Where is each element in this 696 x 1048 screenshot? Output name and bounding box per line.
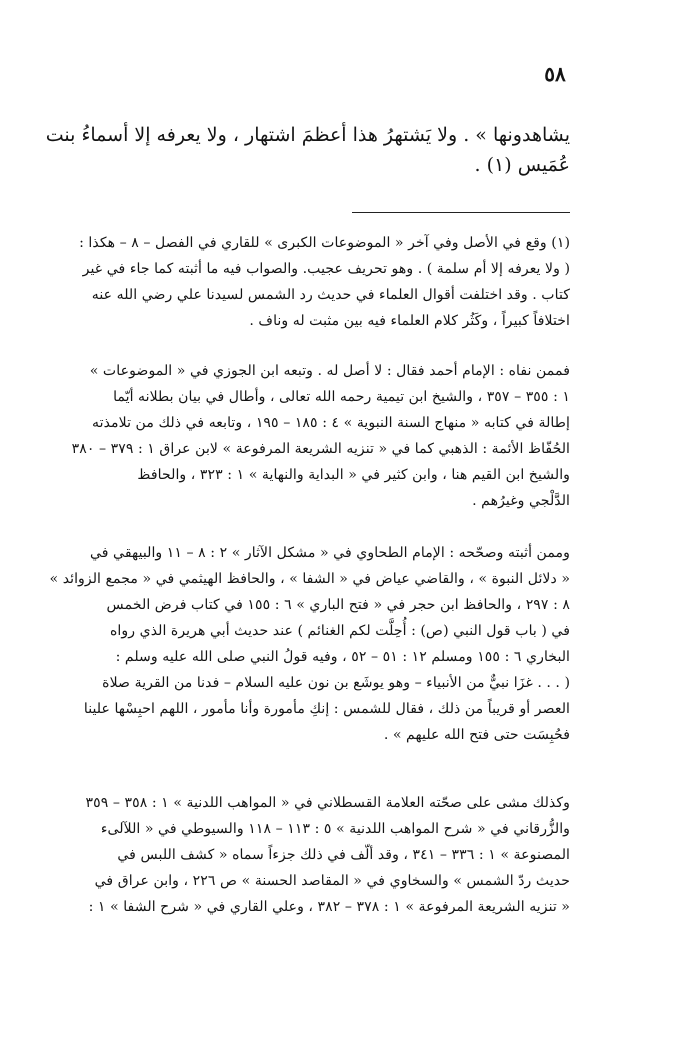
- footnote-line: « دلائل النبوة » ، والقاضي عياض في « الشفا » ، والحافظ الهيثمي في « مجمع الزوائد »: [49, 571, 570, 587]
- footnote-line: كتاب . وقد اختلفت أقوال العلماء في حديث رد الشمس لسيدنا علي رضي الله عنه: [91, 287, 570, 303]
- footnote-paragraph-1: [30, 230, 570, 334]
- footnote-line: فممن نفاه : الإمام أحمد فقال : لا أصل له . وتبعه ابن الجوزي في « الموضوعات »: [89, 363, 570, 379]
- footnote-line: « تنزيه الشريعة المرفوعة » ١ : ٣٧٨ – ٣٨٢ ، وعلي القاري في « شرح الشفا » ١ :: [88, 899, 570, 915]
- footnote-line: الدَّلْجي وغيرُهم .: [472, 493, 570, 509]
- footnote-line: ١ : ٣٥٥ – ٣٥٧ ، والشيخ ابن تيمية رحمه الله تعالى ، وأطال في بيان بطلانه أيّما: [113, 389, 570, 405]
- footnote-line: (١) وقع في الأصل وفي آخر « الموضوعات الكبرى » للقاري في الفصل – ٨ – هكذا :: [79, 235, 570, 251]
- footnote-line: ( ولا يعرفه إلا أم سلمة ) . وهو تحريف عجيب. والصواب فيه ما أثبته كما جاء في غير: [82, 261, 570, 277]
- footnote-line: إطالة في كتابه « منهاج السنة النبوية » ٤ : ١٨٥ – ١٩٥ ، وتابعه في ذلك من تلامذته: [92, 415, 570, 431]
- page-number: ٥٨: [544, 62, 566, 86]
- main-text-line: عُمَيس (١) .: [474, 154, 570, 176]
- footnote-line: والزُّرقاني في « شرح المواهب اللدنية » ٥ : ١١٣ – ١١٨ والسيوطي في « اللآلىء: [100, 821, 570, 837]
- footnote-line: والشيخ ابن القيم هنا ، وابن كثير في « البداية والنهاية » ١ : ٣٢٣ ، والحافظ: [137, 467, 570, 483]
- footnote-line: اختلافاً كبيراً ، وكَثُر كلام العلماء فيه بين مثبت له وناف .: [249, 313, 570, 329]
- main-text-line: يشاهدونها » . ولا يَشتهرُ هذا أعظمَ اشتهار ، ولا يعرفه إلا أسماءُ بنت: [45, 124, 570, 146]
- footnote-divider: [352, 212, 570, 213]
- footnote-line: في ( باب قول النبي (ص) : أُحِلَّت لكم الغنائم ) عند حديث أبي هريرة الذي رواه: [110, 623, 570, 639]
- footnote-line: ( . . . غزَا نبيٌّ من الأنبياء – وهو يوشَع بن نون عليه السلام – فدنا من القرية صلاة: [102, 675, 570, 691]
- footnote-line: العصر أو قريباً من ذلك ، فقال للشمس : إنكِ مأمورة وأنا مأمور ، اللهم احبِسْها علينا: [83, 701, 570, 717]
- footnote-paragraph-2: [30, 358, 570, 514]
- footnote-line: وكذلك مشى على صحّته العلامة القسطلاني في « المواهب اللدنية » ١ : ٣٥٨ – ٣٥٩: [85, 795, 570, 811]
- footnote-line: الحُفّاظ الأئمة : الذهبي كما في « تنزيه الشريعة المرفوعة » لابن عراق ١ : ٣٧٩ – ٣٨٠: [71, 441, 570, 457]
- footnote-line: فحُبِسَت حتى فتح الله عليهم » .: [383, 727, 570, 743]
- main-text: [30, 120, 570, 180]
- footnote-line: حديث ردّ الشمس » والسخاوي في « المقاصد الحسنة » ص ٢٢٦ ، وابن عراق في: [94, 873, 570, 889]
- footnote-line: المصنوعة » ١ : ٣٣٦ – ٣٤١ ، وقد ألّف في ذلك جزءاً سماه « كشف اللبس في: [117, 847, 570, 863]
- footnote-paragraph-4: [30, 790, 570, 920]
- footnote-line: ٨ : ٢٩٧ ، والحافظ ابن حجر في « فتح الباري » ٦ : ١٥٥ في كتاب فرض الخمس: [106, 597, 570, 613]
- footnote-line: البخاري ٦ : ١٥٥ ومسلم ١٢ : ٥١ – ٥٢ ، وفيه قولُ النبي صلى الله عليه وسلم :: [115, 649, 570, 665]
- footnote-paragraph-3: [30, 540, 570, 748]
- footnote-line: وممن أثبته وصحّحه : الإمام الطحاوي في « مشكل الآثار » ٢ : ٨ – ١١ والبيهقي في: [89, 545, 570, 561]
